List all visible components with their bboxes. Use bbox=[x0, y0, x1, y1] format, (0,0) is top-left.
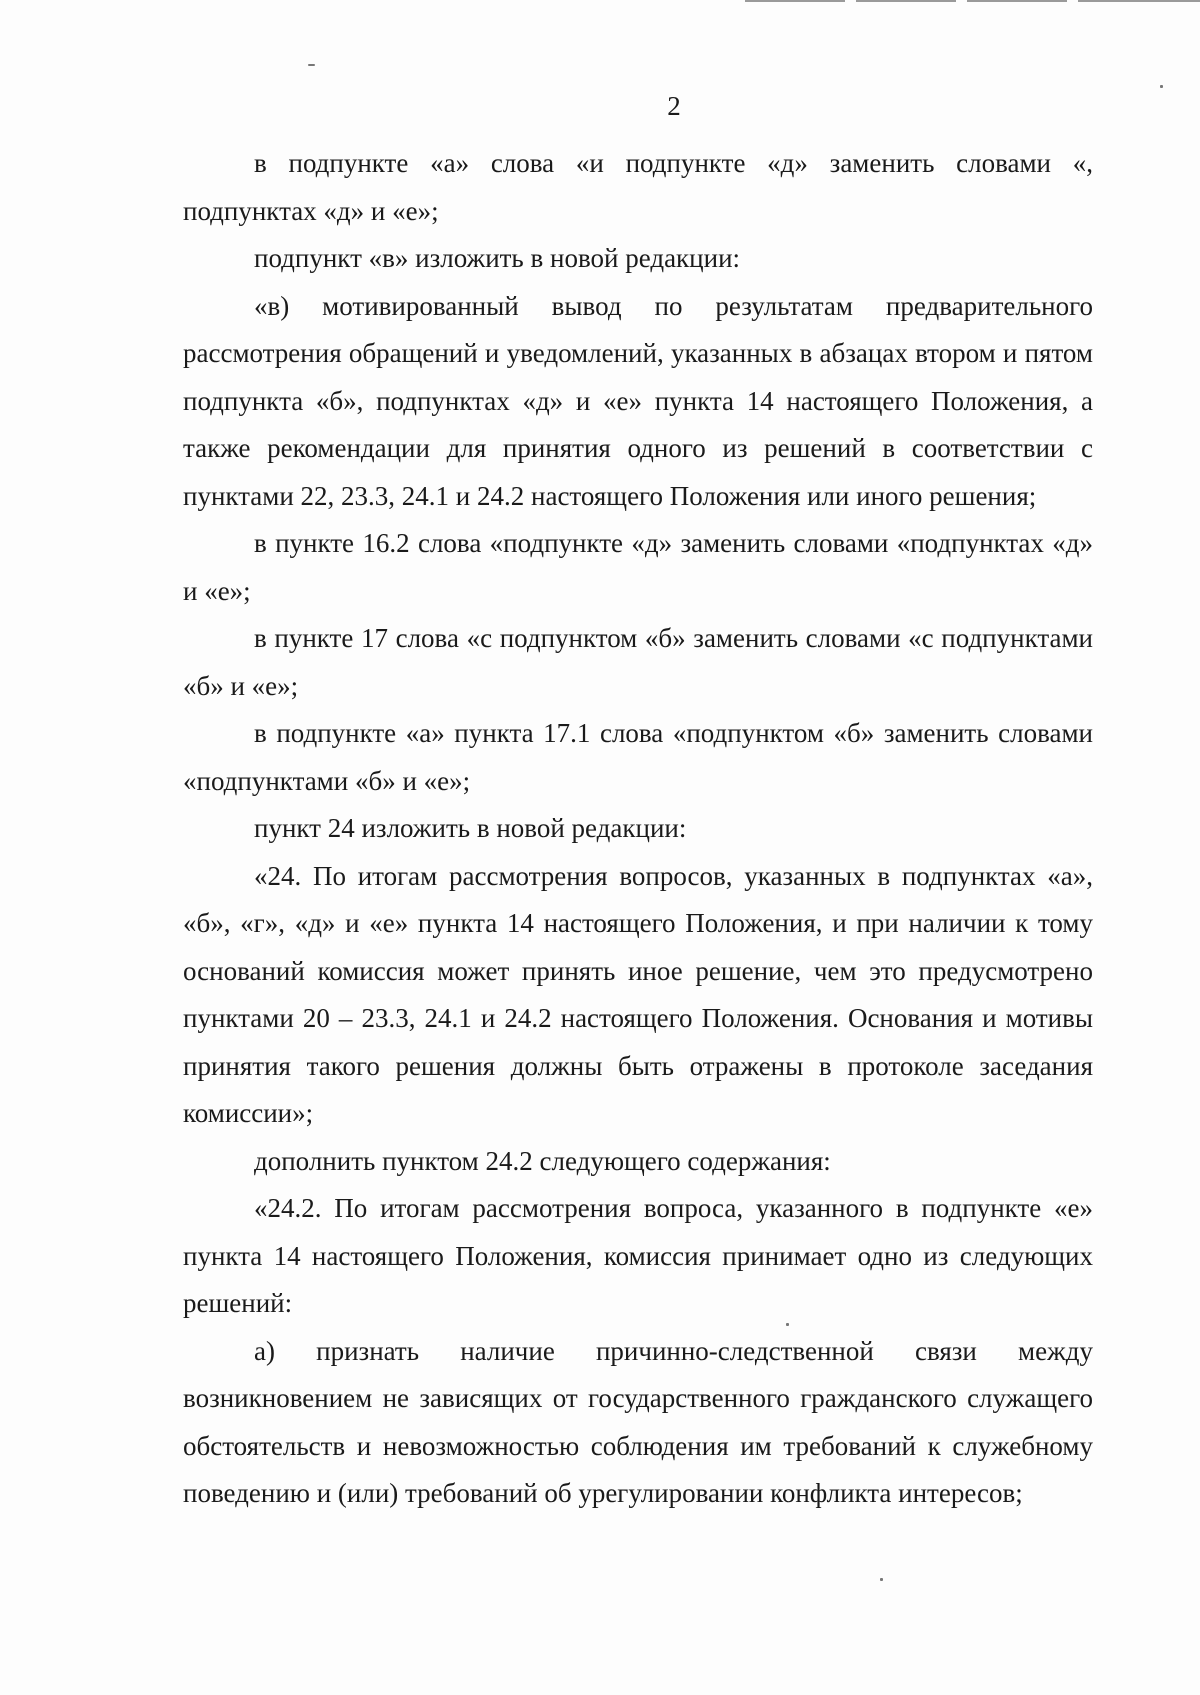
scan-artifact-rule bbox=[1078, 0, 1200, 2]
scan-speck bbox=[880, 1578, 883, 1581]
paragraph: в подпункте «а» слова «и подпункте «д» заменить словами «, подпунктах «д» и «е»; bbox=[183, 148, 1093, 226]
scan-artifact-rule bbox=[967, 0, 1067, 2]
paragraph: в пункте 16.2 слова «подпункте «д» заменить словами «подпунктах «д» и «е»; bbox=[183, 528, 1093, 606]
paragraph: в подпункте «а» пункта 17.1 слова «подпунктом «б» заменить словами «подпунктами «б» и «е»; bbox=[183, 718, 1093, 796]
scan-artifact-rule bbox=[745, 0, 845, 2]
scan-speck bbox=[308, 64, 315, 66]
scan-artifact-rule bbox=[856, 0, 956, 2]
paragraph: «24.2. По итогам рассмотрения вопроса, указанного в подпункте «е» пункта 14 настоящего Положения, комиссия принимает одно из следующих решений: bbox=[183, 1193, 1093, 1318]
paragraph: подпункт «в» изложить в новой редакции: bbox=[254, 243, 741, 273]
paragraph: а) признать наличие причинно-следственной связи между возникновением не зависящих от государственного гражданского служащего обстоятельств и невозможностью соблюдения им требований к служебному поведению и (или) требований об урегулировании конфликта интересов; bbox=[183, 1335, 1093, 1508]
paragraph: в пункте 17 слова «с подпунктом «б» заменить словами «с подпунктами «б» и «е»; bbox=[183, 623, 1093, 701]
paragraph: дополнить пунктом 24.2 следующего содержания: bbox=[254, 1145, 831, 1176]
paragraph: «в) мотивированный вывод по результатам предварительного рассмотрения обращений и уведомлений, указанных в абзацах втором и пятом подпункта «б», подпунктах «д» и «е» пункта 14 настоящего Положения, а также рекомендации для принятия одного из решений в соответствии с пунктами 22, 23.3, 24.1 и 24.2 настоящего Положения или иного решения; bbox=[183, 290, 1093, 511]
page-number: 2 bbox=[667, 91, 681, 121]
paragraph: «24. По итогам рассмотрения вопросов, указанных в подпунктах «а», «б», «г», «д» и «е» пункта 14 настоящего Положения, и при наличии к тому оснований комиссия может принять иное решение, чем это предусмотрено пунктами 20 – 23.3, 24.1 и 24.2 настоящего Положения. Основания и мотивы принятия такого решения должны быть отражены в протоколе заседания комиссии»; bbox=[183, 860, 1093, 1128]
document-body bbox=[183, 140, 1093, 1518]
paragraph: пункт 24 изложить в новой редакции: bbox=[254, 813, 687, 843]
